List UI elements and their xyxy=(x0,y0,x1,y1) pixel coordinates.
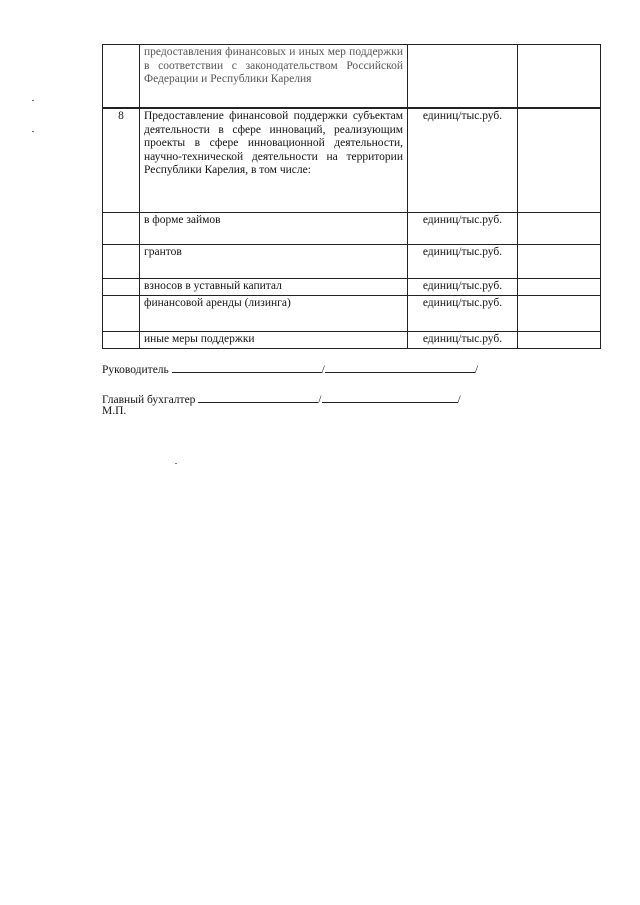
row-unit-cell: единиц/тыс.руб. xyxy=(408,109,518,213)
table-row xyxy=(103,45,601,108)
row-number-cell xyxy=(103,213,140,245)
separator: / xyxy=(474,364,479,376)
row-description-cell: финансовой аренды (лизинга) xyxy=(140,296,408,332)
row-number-cell xyxy=(103,245,140,279)
separator: / xyxy=(321,364,325,376)
head-name-field xyxy=(325,361,475,373)
separator: / xyxy=(457,394,461,406)
head-signature-field xyxy=(172,361,322,373)
row-unit-cell xyxy=(408,45,518,108)
table-row xyxy=(103,213,601,245)
row-description-cell: грантов xyxy=(140,245,408,279)
accountant-name-field xyxy=(322,391,458,403)
row-value-cell xyxy=(518,279,601,296)
row-number-cell xyxy=(103,332,140,349)
table-row xyxy=(103,279,601,296)
support-measures-table xyxy=(102,44,601,349)
accountant-signature-field xyxy=(198,391,318,403)
row-number-cell xyxy=(103,296,140,332)
scan-speck xyxy=(32,100,34,101)
row-number-cell xyxy=(103,279,140,296)
accountant-label: Главный бухгалтер xyxy=(102,394,196,406)
head-label: Руководитель xyxy=(102,364,169,376)
row-unit-cell: единиц/тыс.руб. xyxy=(408,245,518,279)
row-unit-cell: единиц/тыс.руб. xyxy=(408,296,518,332)
row-value-cell xyxy=(518,109,601,213)
row-description-cell: иные меры поддержки xyxy=(140,332,408,349)
separator: / xyxy=(318,394,322,406)
scan-speck xyxy=(32,131,34,132)
table-row xyxy=(103,245,601,279)
row-value-cell xyxy=(518,245,601,279)
row-description-cell: Предоставление финансовой поддержки субъектам деятельности в сфере инноваций, реализующим проекты в сфере инновационной деятельности, научно-технической деятельности на территории Республики Карелия, в том числе: xyxy=(140,109,408,213)
row-unit-cell: единиц/тыс.руб. xyxy=(408,332,518,349)
scan-speck xyxy=(175,463,177,464)
row-value-cell xyxy=(518,332,601,349)
accountant-signature-line xyxy=(102,391,461,407)
row-description-cell: в форме займов xyxy=(140,213,408,245)
row-unit-cell: единиц/тыс.руб. xyxy=(408,279,518,296)
row-unit-cell: единиц/тыс.руб. xyxy=(408,213,518,245)
head-signature-line xyxy=(102,361,478,377)
stamp-label: М.П. xyxy=(102,405,127,417)
table-row xyxy=(103,296,601,332)
table-row xyxy=(103,109,601,213)
row-description-cell: предоставления финансовых и иных мер поддержки в соответствии с законодательством Российской Федерации и Республики Карелия xyxy=(140,45,408,108)
row-value-cell xyxy=(518,296,601,332)
row-number-cell: 8 xyxy=(103,109,140,213)
table-row xyxy=(103,332,601,349)
row-value-cell xyxy=(518,45,601,108)
row-description-cell: взносов в уставный капитал xyxy=(140,279,408,296)
row-value-cell xyxy=(518,213,601,245)
row-number-cell xyxy=(103,45,140,108)
